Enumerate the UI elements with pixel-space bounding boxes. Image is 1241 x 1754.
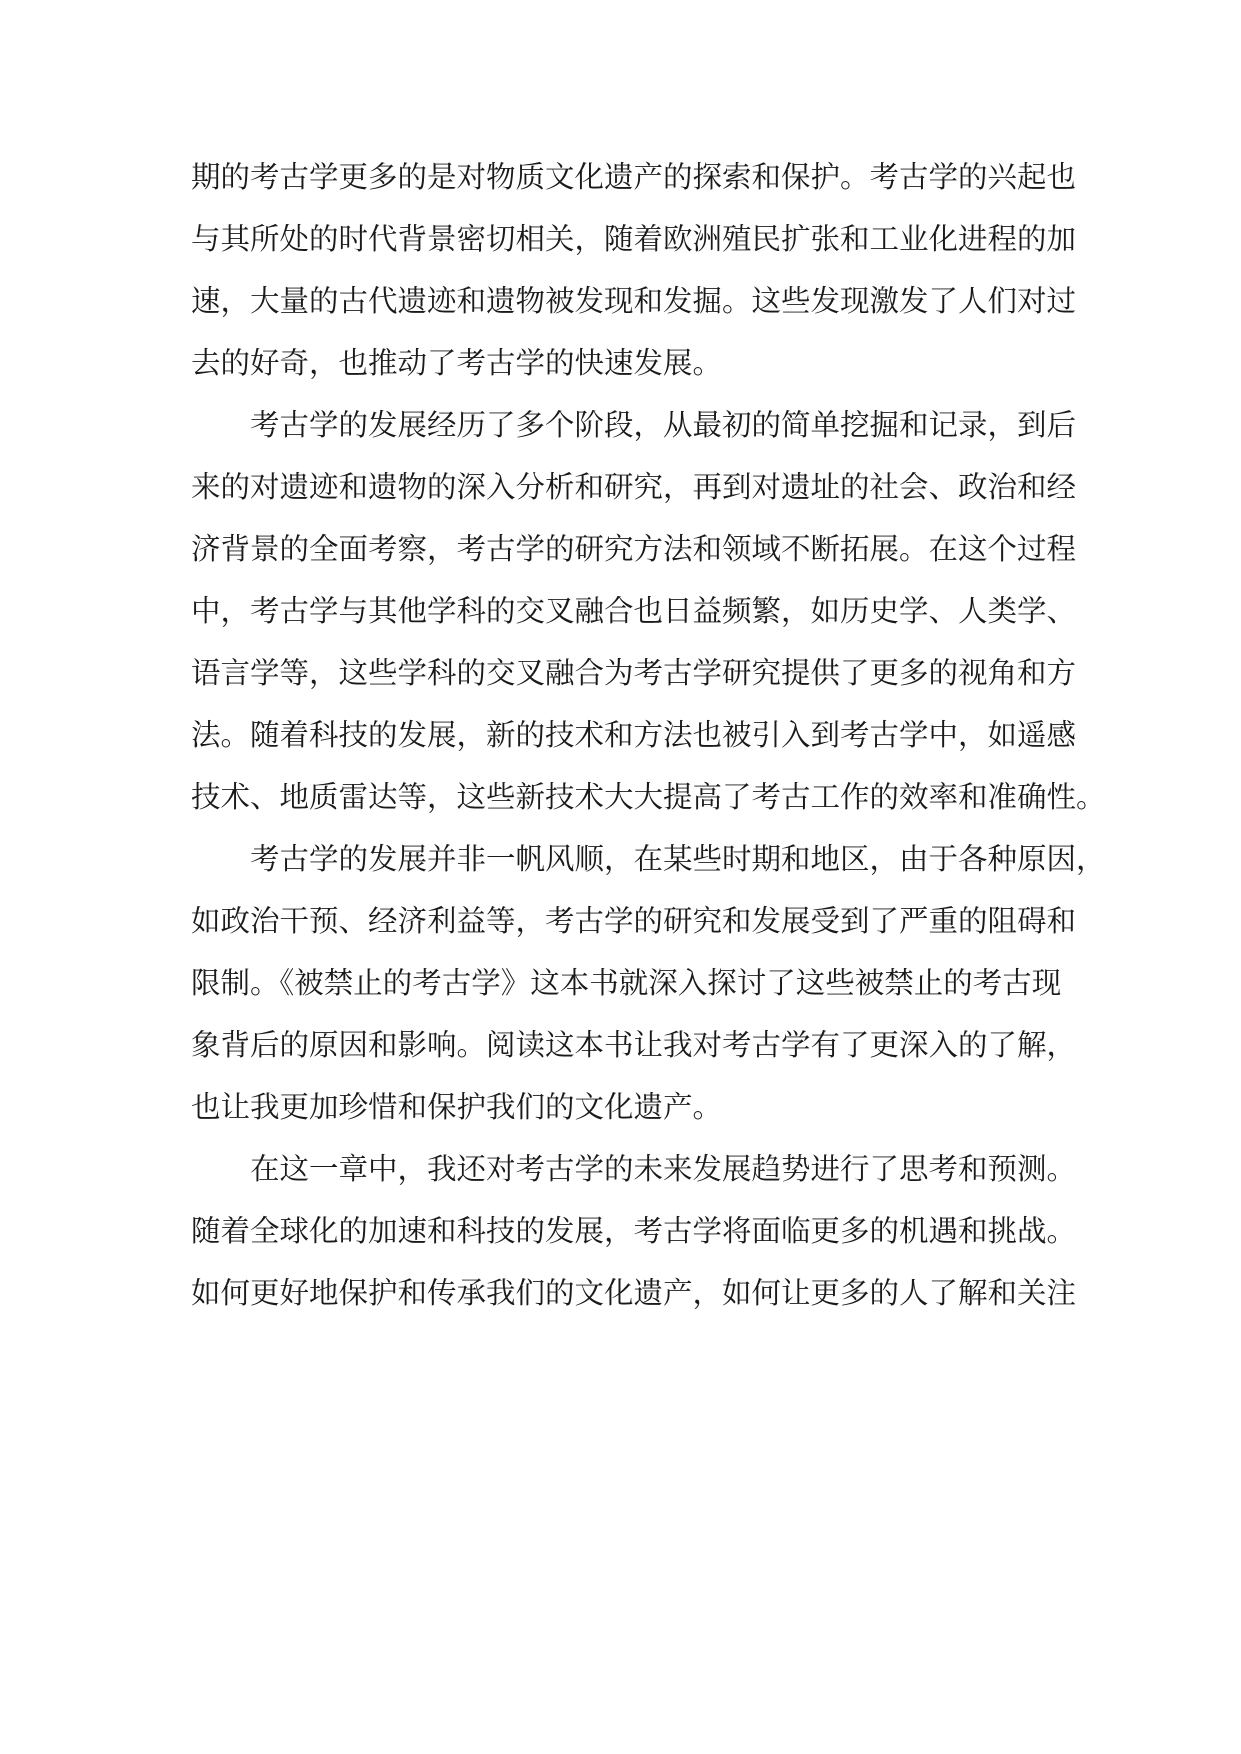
text-line: 技术、地质雷达等，这些新技术大大提高了考古工作的效率和准确性。 [191, 780, 1106, 814]
body-text [191, 146, 1106, 1324]
text-line: 期的考古学更多的是对物质文化遗产的探索和保护。考古学的兴起也 [191, 160, 1077, 194]
text-line: 来的对遗迹和遗物的深入分析和研究，再到对遗址的社会、政治和经 [191, 470, 1077, 504]
text-line: 考古学的发展经历了多个阶段，从最初的简单挖掘和记录，到后 [250, 408, 1077, 442]
text-line: 与其所处的时代背景密切相关，随着欧洲殖民扩张和工业化进程的加 [191, 222, 1077, 256]
text-line: 法。随着科技的发展，新的技术和方法也被引入到考古学中，如遥感 [191, 718, 1077, 752]
text-line: 中，考古学与其他学科的交叉融合也日益频繁，如历史学、人类学、 [191, 594, 1077, 628]
text-line: 象背后的原因和影响。阅读这本书让我对考古学有了更深入的了解， [191, 1028, 1077, 1062]
text-line: 在这一章中，我还对考古学的未来发展趋势进行了思考和预测。 [250, 1152, 1077, 1186]
text-line: 也让我更加珍惜和保护我们的文化遗产。 [191, 1090, 723, 1124]
text-line: 语言学等，这些学科的交叉融合为考古学研究提供了更多的视角和方 [191, 656, 1077, 690]
text-line: 速，大量的古代遗迹和遗物被发现和发掘。这些发现激发了人们对过 [191, 284, 1077, 318]
text-line: 考古学的发展并非一帆风顺，在某些时期和地区，由于各种原因， [250, 842, 1106, 876]
text-line: 限制。《被禁止的考古学》这本书就深入探讨了这些被禁止的考古现 [191, 966, 1062, 1000]
text-line: 如何更好地保护和传承我们的文化遗产，如何让更多的人了解和关注 [191, 1276, 1077, 1310]
text-line: 如政治干预、经济利益等，考古学的研究和发展受到了严重的阻碍和 [191, 904, 1077, 938]
text-line: 济背景的全面考察，考古学的研究方法和领域不断拓展。在这个过程 [191, 532, 1077, 566]
text-line: 去的好奇，也推动了考古学的快速发展。 [191, 346, 723, 380]
text-line: 随着全球化的加速和科技的发展，考古学将面临更多的机遇和挑战。 [191, 1214, 1077, 1248]
